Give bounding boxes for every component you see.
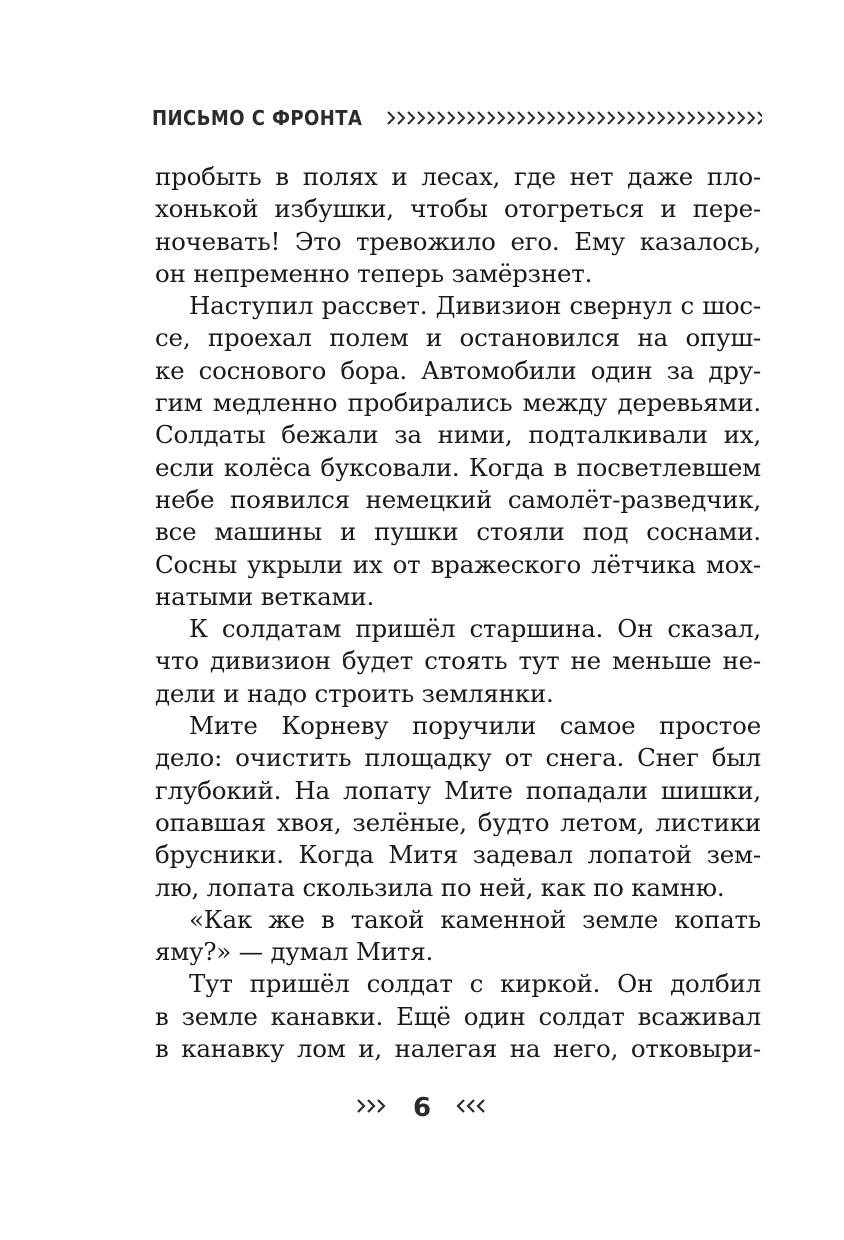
running-header: [152, 103, 762, 133]
page-number: 6: [412, 1093, 432, 1123]
text-line: дело: очистить площадку от снега. Снег был: [155, 743, 761, 773]
text-line: «Как же в такой каменной земле копать: [189, 904, 761, 934]
folio-chevrons-left: [355, 1096, 395, 1120]
text-line: брусники. Когда Митя задевал лопатой зем-: [155, 840, 761, 870]
text-line: натыми ветками.: [155, 581, 375, 611]
text-line: ночевать! Это тревожило его. Ему казалось,: [155, 226, 761, 256]
page-footer: [0, 1088, 844, 1128]
text-line: в земле канавки. Ещё один солдат всаживал: [155, 1001, 761, 1031]
text-line: в канавку лом и, налегая на него, отковыри-: [155, 1034, 761, 1064]
folio-chevrons-right: [449, 1096, 489, 1120]
text-line: Сосны укрыли их от вражеского лётчика мох-: [155, 549, 761, 579]
text-line: небе появился немецкий самолёт-разведчик,: [155, 484, 761, 514]
text-line: если колёса буксовали. Когда в посветлевшем: [155, 452, 761, 482]
text-line: дели и надо строить землянки.: [155, 678, 554, 708]
header-chevron-ornament: [386, 108, 762, 128]
text-line: Солдаты бежали за ними, подталкивали их,: [155, 420, 761, 450]
text-line: он непременно теперь замёрзнет.: [155, 258, 593, 288]
text-line: опавшая хвоя, зелёные, будто летом, листики: [155, 807, 761, 837]
text-line: яму?» — думал Митя.: [155, 937, 434, 967]
text-line: хонькой избушки, чтобы отогреться и пере-: [155, 194, 761, 224]
text-line: ке соснового бора. Автомобили один за дру-: [155, 355, 761, 385]
text-line: глубокий. На лопату Мите попадали шишки,: [155, 775, 761, 805]
running-title: ПИСЬМО С ФРОНТА: [152, 106, 363, 130]
text-line: Тут пришёл солдат с киркой. Он долбил: [189, 969, 761, 999]
text-line: гим медленно пробирались между деревьями.: [155, 388, 761, 418]
text-line: Наступил рассвет. Дивизион свернул с шос-: [189, 291, 761, 321]
text-line: Мите Корневу поручили самое простое: [189, 711, 761, 741]
text-line: что дивизион будет стоять тут не меньше не-: [155, 646, 761, 676]
text-line: пробыть в полях и лесах, где нет даже пло-: [155, 162, 761, 191]
text-line: все машины и пушки стояли под соснами.: [155, 517, 761, 547]
text-line: се, проехал полем и остановился на опуш-: [155, 323, 761, 353]
text-line: лю, лопата скользила по ней, как по камню.: [155, 872, 725, 902]
text-line: К солдатам пришёл старшина. Он сказал,: [189, 614, 761, 644]
page-body-text: [155, 161, 761, 1065]
